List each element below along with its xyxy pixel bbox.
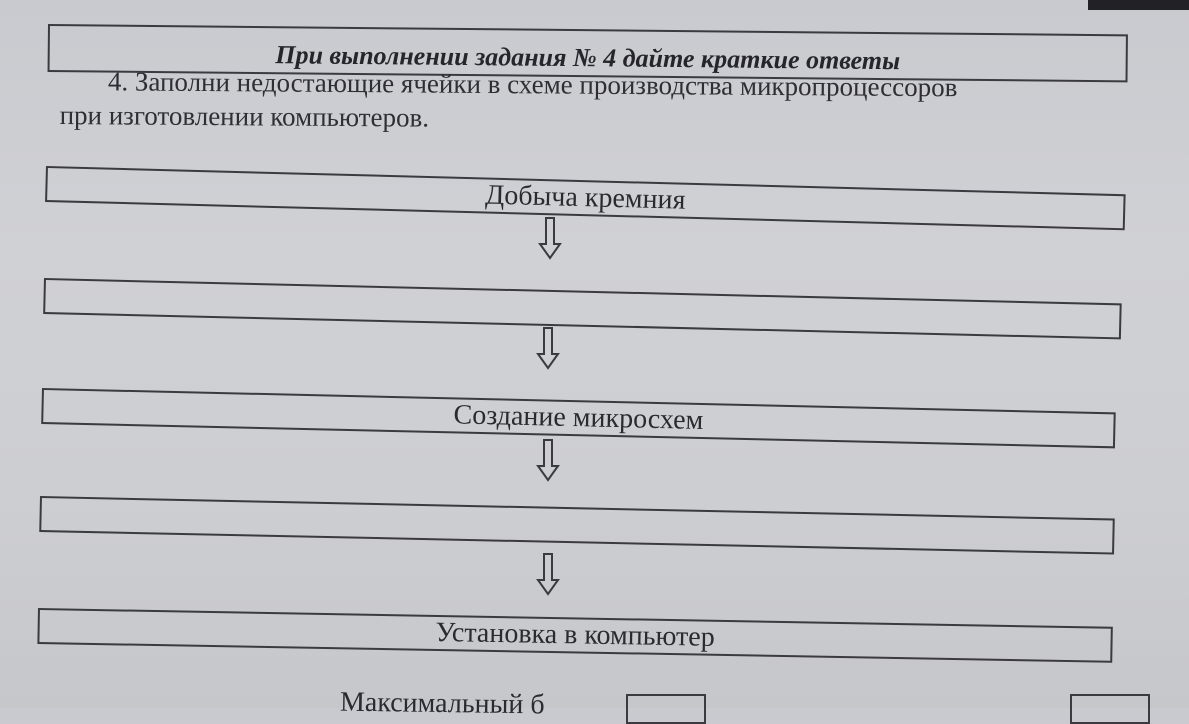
- down-arrow-icon: [536, 552, 560, 596]
- down-arrow-icon: [536, 326, 560, 370]
- task-line-2: при изготовлении компьютеров.: [59, 99, 430, 133]
- flow-step-2-blank-box[interactable]: [43, 278, 1122, 339]
- down-arrow-icon: [538, 216, 562, 260]
- flow-step-4-blank-box[interactable]: [39, 496, 1115, 555]
- task-statement: [60, 64, 1150, 140]
- task-line-1: 4. Заполни недостающие ячейки в схеме производства микропроцессоров: [107, 66, 958, 103]
- flow-step-5-box: Установка в компьютер: [37, 608, 1112, 663]
- flow-step-3-box: Создание микросхем: [41, 388, 1116, 448]
- score-box: [626, 694, 706, 724]
- down-arrow-icon: [536, 438, 560, 482]
- page-corner-mark: [1088, 0, 1189, 10]
- score-box-right: [1070, 694, 1150, 724]
- flow-step-1-box: Добыча кремния: [45, 166, 1126, 230]
- instruction-text: При выполнении задания № 4 дайте краткие ответы: [275, 40, 901, 76]
- footer-partial-text: Максимальный б: [339, 686, 545, 721]
